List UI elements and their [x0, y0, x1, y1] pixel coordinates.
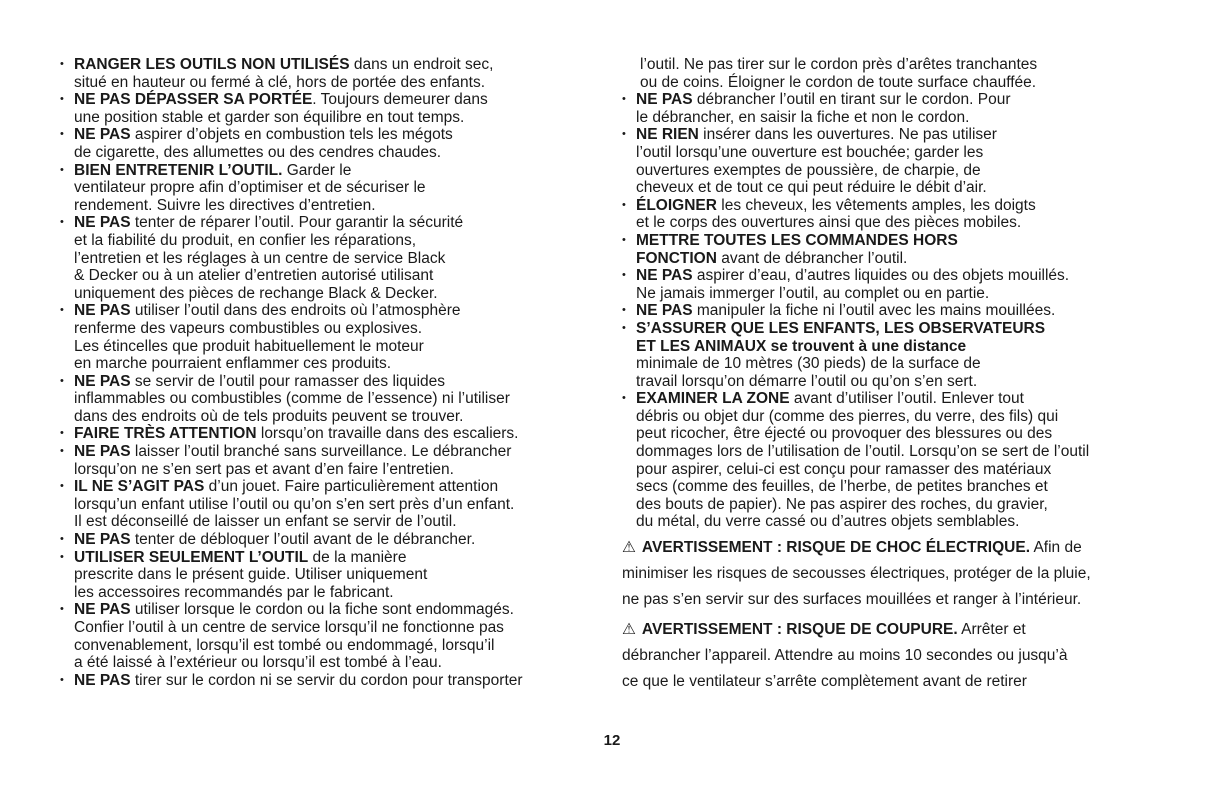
safety-item-heading: S’ASSURER QUE LES ENFANTS, LES OBSERVATEURS ET LES ANIMAUX se trouvent à une distance [636, 319, 1046, 355]
safety-item-heading: BIEN ENTRETENIR L’OUTIL. [74, 161, 283, 179]
safety-item-text: insérer dans les ouvertures. Ne pas utiliser l’outil lorsqu’une ouverture est bouchée; garder les ouvertures exemptes de poussière, de charpie, de cheveux et de tout ce qui peut réduire le débit d’air. [636, 126, 997, 197]
safety-item [622, 302, 1167, 320]
safety-item-heading: RANGER LES OUTILS NON UTILISÉS [74, 56, 350, 73]
safety-item [60, 162, 600, 215]
safety-item-text: de la manière prescrite dans le présent guide. Utiliser uniquement les accessoires recommandés par le fabricant. [74, 548, 428, 601]
safety-item [60, 214, 600, 302]
warning-triangle-icon: ⚠ [622, 621, 636, 639]
page-number: 12 [603, 732, 621, 749]
warning-paragraph [622, 617, 1167, 695]
safety-item-heading: NE PAS [74, 601, 131, 619]
safety-item-text: Garder le ventilateur propre afin d’optimiser et de sécuriser le rendement. Suivre les directives d’entretien. [74, 161, 426, 214]
safety-item-heading: EXAMINER LA ZONE [636, 390, 790, 408]
safety-item-heading: NE PAS [74, 671, 131, 689]
safety-item-text: manipuler la fiche ni l’outil avec les mains mouillées. [692, 302, 1056, 320]
safety-item [60, 443, 600, 478]
safety-item-heading: NE PAS [636, 91, 693, 109]
safety-item-text: tenter de réparer l’outil. Pour garantir la sécurité et la fiabilité du produit, en confier les réparations, l’entretien et les réglages à un centre de service Black & Decker ou à un atelier d’entretien autorisé utilisant uniquement des pièces de rechange Black & Decker. [74, 214, 464, 302]
safety-item-text: l’outil. Ne pas tirer sur le cordon près d’arêtes tranchantes ou de coins. Éloigner le cordon de toute surface chauffée. [640, 56, 1038, 91]
safety-item [60, 478, 600, 531]
safety-item [60, 549, 600, 602]
safety-item-heading: NE PAS [74, 126, 131, 144]
safety-item [622, 232, 1167, 267]
safety-item [622, 267, 1167, 302]
warning-text: Afin de minimiser les risques de secousses électriques, protéger de la pluie, ne pas s’en servir sur des surfaces mouillées et ranger à l’intérieur. [622, 539, 1091, 609]
safety-item [60, 373, 600, 426]
safety-item-text: aspirer d’eau, d’autres liquides ou des objets mouillés. Ne jamais immerger l’outil, au complet ou en partie. [636, 267, 1070, 302]
safety-item-heading: NE PAS [636, 267, 693, 285]
safety-item-text: tenter de débloquer l’outil avant de le débrancher. [130, 531, 476, 549]
safety-item-text: lorsqu’on travaille dans des escaliers. [256, 425, 519, 443]
safety-item-heading: IL NE S’AGIT PAS [74, 478, 205, 496]
safety-item-text: . Toujours demeurer dans une position stable et garder son équilibre en tout temps. [74, 91, 488, 126]
safety-item [60, 91, 600, 126]
safety-item-heading: FAIRE TRÈS ATTENTION [74, 425, 257, 443]
safety-item [622, 56, 1167, 91]
safety-list-right [622, 56, 1167, 531]
safety-item-heading: NE PAS [74, 302, 131, 320]
safety-item-heading: ÉLOIGNER [636, 196, 717, 214]
safety-item [622, 197, 1167, 232]
safety-item-heading: NE PAS [74, 214, 131, 232]
safety-list-left [60, 56, 600, 689]
safety-item [60, 56, 600, 91]
safety-item-heading: METTRE TOUTES LES COMMANDES HORS FONCTION [636, 231, 958, 267]
warning-paragraph [622, 535, 1167, 613]
safety-item-text: tirer sur le cordon ni se servir du cordon pour transporter [130, 671, 523, 689]
safety-item [60, 601, 600, 671]
safety-item-text: laisser l’outil branché sans surveillance. Le débrancher lorsqu’on ne s’en sert pas et avant d’en faire l’entretien. [74, 443, 512, 478]
warning-triangle-icon: ⚠ [622, 539, 636, 557]
safety-item [60, 425, 600, 443]
safety-item-heading: NE PAS DÉPASSER SA PORTÉE [74, 91, 313, 109]
warnings-section [622, 535, 1167, 695]
safety-item-text: utiliser lorsque le cordon ou la fiche sont endommagés. Confier l’outil à un centre de service lorsqu’il ne fonctionne pas convenablement, lorsqu’il est tombé ou endommagé, lorsqu’il a été laissé à l’extérieur ou lorsqu’il est tombé à l’eau. [74, 601, 514, 672]
left-column [60, 56, 600, 689]
safety-item [622, 320, 1167, 390]
safety-item-text: aspirer d’objets en combustion tels les mégots de cigarette, des allumettes ou des cendres chaudes. [74, 126, 453, 161]
warning-heading: AVERTISSEMENT : RISQUE DE CHOC ÉLECTRIQUE. [641, 539, 1031, 557]
safety-item-text: les cheveux, les vêtements amples, les doigts et le corps des ouvertures ainsi que des pièces mobiles. [636, 196, 1036, 232]
safety-item [60, 302, 600, 372]
safety-item [622, 390, 1167, 531]
safety-item-heading: NE RIEN [636, 126, 699, 144]
warning-heading: AVERTISSEMENT : RISQUE DE COUPURE. [641, 621, 958, 639]
safety-item-heading: NE PAS [74, 443, 131, 461]
safety-item-heading: NE PAS [74, 531, 131, 549]
warning-text: Arrêter et débrancher l’appareil. Attendre au moins 10 secondes ou jusqu’à ce que le ventilateur s’arrête complètement avant de retirer [622, 621, 1068, 691]
safety-item-text: minimale de 10 mètres (30 pieds) de la surface de travail lorsqu’on démarre l’outil ou qu’on s’en sert. [636, 355, 981, 390]
safety-item-text: d’un jouet. Faire particulièrement attention lorsqu’un enfant utilise l’outil ou qu’on s’en sert près d’un enfant. Il est déconseillé de laisser un enfant se servir de l’outil. [74, 478, 515, 531]
safety-item [60, 531, 600, 549]
safety-item [622, 91, 1167, 126]
safety-item-heading: NE PAS [74, 372, 131, 390]
safety-item-heading: UTILISER SEULEMENT L’OUTIL [74, 548, 309, 566]
safety-item [622, 126, 1167, 196]
right-column [622, 56, 1167, 695]
safety-item [60, 672, 600, 690]
safety-item-text: utiliser l’outil dans des endroits où l’atmosphère renferme des vapeurs combustibles ou explosives. Les étincelles que produit habituellement le moteur en marche pourraient enflammer ces produits. [74, 302, 461, 373]
safety-item-heading: NE PAS [636, 302, 693, 320]
safety-item [60, 126, 600, 161]
safety-item-text: dans un endroit sec, situé en hauteur ou fermé à clé, hors de portée des enfants. [74, 56, 494, 91]
safety-item-text: débrancher l’outil en tirant sur le cordon. Pour le débrancher, en saisir la fiche et non le cordon. [636, 91, 1011, 126]
safety-item-text: avant d’utiliser l’outil. Enlever tout débris ou objet dur (comme des pierres, du verre, des fils) qui peut ricocher, être éjecté ou provoquer des blessures ou des dommages lors de l’utilisation de l’outil. Lorsqu’on se sert de l’outil pour aspirer, celui-ci est conçu pour ramasser des matériaux secs (comme des feuilles, de l’herbe, de petites branches et des bouts de papier). Ne pas aspirer des roches, du gravier, du métal, du verre cassé ou d’autres objets semblables. [636, 390, 1090, 531]
safety-item-text: avant de débrancher l’outil. [716, 249, 908, 267]
safety-item-text: se servir de l’outil pour ramasser des liquides inflammables ou combustibles (comme de l’essence) ni l’utiliser dans des endroits où de tels produits peuvent se trouver. [74, 372, 510, 425]
